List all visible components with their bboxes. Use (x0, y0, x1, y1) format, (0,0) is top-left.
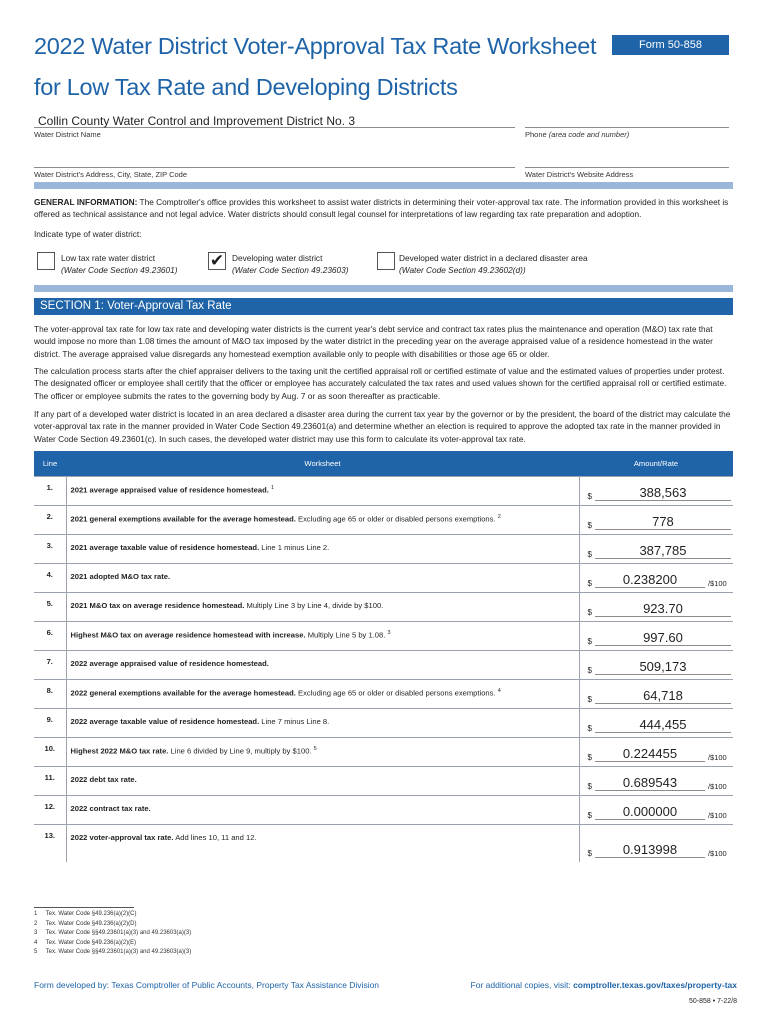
amount-input[interactable]: 509,173 (595, 660, 731, 675)
amount-input[interactable]: 0.913998 (595, 843, 705, 858)
worksheet-row (34, 650, 733, 679)
line-description: 2021 M&O tax on average residence homestead. Multiply Line 3 by Line 4, divide by $100. (66, 592, 579, 621)
amount-input[interactable]: 0.238200 (595, 573, 705, 588)
line-number: 7. (34, 650, 66, 679)
section-1-header: SECTION 1: Voter-Approval Tax Rate (34, 298, 733, 315)
line-description: 2021 general exemptions available for the average homestead. Excluding age 65 or older or disabled persons exemptions. $^2$ (66, 505, 579, 534)
checkmark-icon: ✔ (209, 251, 225, 270)
worksheet-row (34, 505, 733, 534)
worksheet-row (34, 592, 733, 621)
amount-cell (579, 592, 733, 621)
developed-disaster-option: Developed water district in a declared disaster area (Water Code Section 49.23602(d)) (399, 253, 588, 275)
dollar-sign: $ (587, 636, 592, 646)
footnote-rule (34, 907, 134, 908)
dollar-sign: $ (587, 549, 592, 559)
footnotes (34, 910, 191, 958)
line-number: 6. (34, 621, 66, 650)
website-label: Water District's Website Address (525, 170, 634, 179)
line-description: Highest M&O tax on average residence homestead with increase. Multiply Line 5 by 1.08. $^3$ (66, 621, 579, 650)
amount-cell (579, 737, 733, 766)
footnote: 1 Tex. Water Code §49.236(a)(2)(C) (34, 911, 137, 917)
amount-input[interactable]: 387,785 (595, 544, 731, 559)
dollar-sign: $ (587, 665, 592, 675)
worksheet-row (34, 621, 733, 650)
amount-cell (579, 505, 733, 534)
amount-cell (579, 766, 733, 795)
line-description: 2022 average taxable value of residence homestead. Line 7 minus Line 8. (66, 708, 579, 737)
amount-cell (579, 621, 733, 650)
form-code: 50-858 • 7-22/8 (689, 998, 737, 1005)
dollar-sign: $ (587, 752, 592, 762)
amount-input[interactable]: 0.689543 (595, 776, 705, 791)
low-tax-rate-checkbox[interactable] (37, 252, 55, 270)
website-field[interactable] (525, 152, 729, 168)
developed-disaster-checkbox[interactable] (377, 252, 395, 270)
per-hundred-label: /$100 (707, 781, 727, 791)
footnote-ref: 1 (271, 484, 275, 491)
line-description: 2022 average appraised value of residence homestead. (66, 650, 579, 679)
amount-input[interactable]: 923.70 (595, 602, 731, 617)
footnote: 4 Tex. Water Code §49.236(a)(2)(E) (34, 939, 137, 946)
column-header-worksheet: Worksheet (66, 451, 579, 476)
dollar-sign: $ (587, 520, 592, 530)
line-description: 2021 average appraised value of residence homestead. $^1$ (66, 476, 579, 505)
line-number: 3. (34, 534, 66, 563)
line-number: 8. (34, 679, 66, 708)
line-number: 5. (34, 592, 66, 621)
per-hundred-label: /$100 (707, 578, 727, 588)
amount-cell (579, 824, 733, 862)
footnote-ref: 3 (387, 629, 391, 636)
form-title-line2: for Low Tax Rate and Developing Districts (34, 74, 458, 100)
worksheet-table (34, 451, 733, 862)
district-name-value: Collin County Water Control and Improvement District No. 3 (38, 114, 356, 128)
footer-copies: For additional copies, visit: comptroller.texas.gov/taxes/property-tax (470, 980, 737, 990)
footnote-ref: 2 (497, 513, 501, 520)
developing-district-option: Developing water district (Water Code Section 49.23603) (232, 253, 349, 275)
amount-input[interactable]: 64,718 (595, 689, 731, 704)
line-number: 13. (34, 824, 66, 862)
column-header-amount: Amount/Rate (579, 451, 733, 476)
line-number: 2. (34, 505, 66, 534)
divider-bar (34, 182, 733, 189)
worksheet-row (34, 824, 733, 862)
amount-input[interactable]: 778 (595, 515, 731, 530)
worksheet-row (34, 708, 733, 737)
per-hundred-label: /$100 (707, 849, 727, 858)
phone-field[interactable] (525, 112, 729, 128)
amount-input[interactable]: 997.60 (595, 631, 731, 646)
line-description: 2021 average taxable value of residence homestead. Line 1 minus Line 2. (66, 534, 579, 563)
indicate-type-label: Indicate type of water district: (34, 229, 142, 239)
amount-cell (579, 708, 733, 737)
district-name-field[interactable] (34, 112, 515, 128)
line-description: 2022 debt tax rate. (66, 766, 579, 795)
address-label: Water District's Address, City, State, ZIP Code (34, 170, 188, 179)
worksheet-row (34, 766, 733, 795)
worksheet-header-row (34, 451, 733, 476)
phone-label: Phone (area code and number) (525, 130, 630, 139)
line-number: 11. (34, 766, 66, 795)
dollar-sign: $ (587, 578, 592, 588)
form-number-badge: Form 50-858 (612, 35, 729, 55)
amount-cell (579, 650, 733, 679)
line-number: 4. (34, 563, 66, 592)
amount-cell (579, 534, 733, 563)
developing-district-checkbox[interactable] (208, 252, 226, 270)
footnote: 3 Tex. Water Code §§49.23601(a)(3) and 49.23603(a)(3) (34, 930, 192, 937)
amount-cell (579, 563, 733, 592)
low-tax-rate-option: Low tax rate water district (Water Code Section 49.23601) (61, 253, 178, 275)
footnote-ref: 4 (497, 687, 501, 694)
dollar-sign: $ (587, 781, 592, 791)
worksheet-row (34, 679, 733, 708)
footer-developed-by: Form developed by: Texas Comptroller of Public Accounts, Property Tax Assistance Division (34, 980, 380, 990)
per-hundred-label: /$100 (707, 752, 727, 762)
dollar-sign: $ (587, 491, 592, 501)
worksheet-row (34, 795, 733, 824)
section-1-paragraph-3: If any part of a developed water district is located in an area declared a disaster area during the current tax year by the governor or by the president, the board of the district may calculate the voter-approval tax rate in the manner provided in Water Code Section 49.23601(a) and determine whether an election is required to approve the adopted tax rate in the manner provided in Water Code Section 49.23601(c). In such cases, the developed water district may use this form to calculate its voter-approval tax rate. (34, 409, 731, 444)
per-hundred-label: /$100 (707, 810, 727, 820)
comptroller-link[interactable]: comptroller.texas.gov/taxes/property-tax (573, 980, 737, 990)
dollar-sign: $ (587, 810, 592, 820)
worksheet-row (34, 563, 733, 592)
dollar-sign: $ (587, 694, 592, 704)
amount-input[interactable]: 388,563 (595, 486, 731, 501)
dollar-sign: $ (587, 607, 592, 617)
line-description: 2022 general exemptions available for the average homestead. Excluding age 65 or older or disabled persons exemptions. $^4$ (66, 679, 579, 708)
line-description: 2021 adopted M&O tax rate. (66, 563, 579, 592)
line-description: 2022 voter-approval tax rate. Add lines 10, 11 and 12. (66, 824, 579, 862)
worksheet-row (34, 476, 733, 505)
amount-cell (579, 795, 733, 824)
line-description: 2022 contract tax rate. (66, 795, 579, 824)
footnote: 2 Tex. Water Code §49.236(a)(2)(D) (34, 920, 137, 927)
divider-bar (34, 285, 733, 292)
worksheet-row (34, 737, 733, 766)
amount-input[interactable]: 444,455 (595, 718, 731, 733)
line-number: 12. (34, 795, 66, 824)
line-number: 1. (34, 476, 66, 505)
line-number: 9. (34, 708, 66, 737)
worksheet-row (34, 534, 733, 563)
address-field[interactable] (34, 152, 515, 168)
dollar-sign: $ (587, 723, 592, 733)
line-number: 10. (34, 737, 66, 766)
section-1-paragraph-1: The voter-approval tax rate for low tax rate and developing water districts is the current year's debt service and contract tax rates plus the maintenance and operation (M&O) tax rate that would impose no more than 1.08 times the amount of M&O tax imposed by the water district in the preceding year on the average appraised value of a residence homestead in the water district. The average appraised value disregards any homestead exemption available only to people with disabilities or those age 65 or older. (34, 324, 713, 359)
form-title-line1: 2022 Water District Voter-Approval Tax Rate Worksheet (34, 33, 597, 59)
footnote: 5 Tex. Water Code §§49.23601(a)(3) and 49.23603(a)(3) (34, 949, 192, 956)
line-description: Highest 2022 M&O tax rate. Line 6 divided by Line 9, multiply by $100. $^5$ (66, 737, 579, 766)
amount-cell (579, 476, 733, 505)
column-header-line: Line (34, 451, 66, 476)
amount-cell (579, 679, 733, 708)
section-1-paragraph-2: The calculation process starts after the chief appraiser delivers to the taxing unit the certified appraisal roll or certified estimate of value and the estimated values of properties under protest. The designated officer or employee shall certify that the officer or employee has accurately calculated the tax rates and used values shown for the certified appraisal roll or certified estimate. The officer or employee submits the rates to the governing body by Aug. 7 or as soon thereafter as practicable. (34, 366, 727, 401)
amount-input[interactable]: 0.000000 (595, 805, 705, 820)
district-name-label: Water District Name (34, 130, 101, 139)
amount-input[interactable]: 0.224455 (595, 747, 705, 762)
footnote-ref: 5 (313, 745, 317, 752)
dollar-sign: $ (587, 849, 592, 858)
general-information: GENERAL INFORMATION: The Comptroller's office provides this worksheet to assist water districts in determining their voter-approval tax rate. The information provided in this worksheet is offered as technical assistance and not legal advice. Water districts should consult legal counsel for interpretations of law regarding tax rate preparation and adoption. (34, 197, 729, 220)
